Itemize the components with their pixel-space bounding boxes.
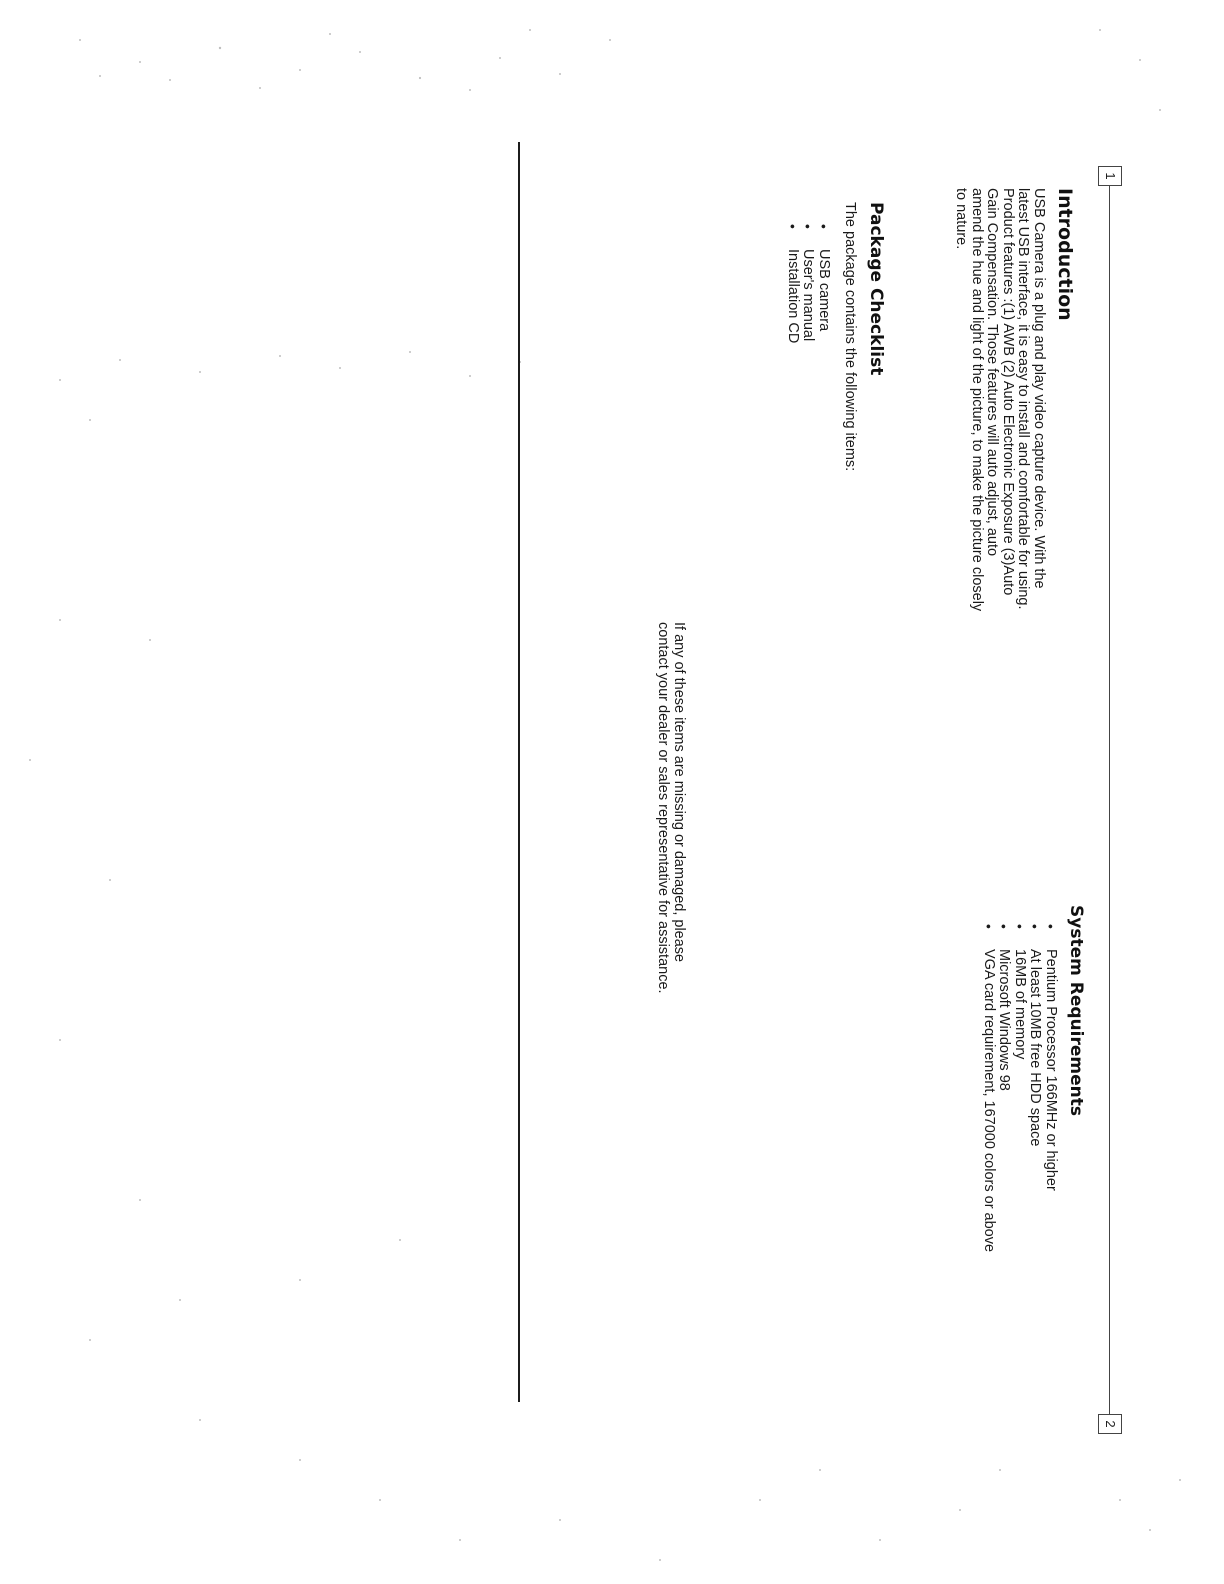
list-item: • VGA card requirement, 167000 colors or above: [981, 920, 997, 1252]
introduction-line: Product features :(1) AWB (2) Auto Electronic Exposure (3)Auto: [1000, 188, 1016, 596]
package-checklist-intro: The package contains the following items:: [842, 202, 858, 472]
list-item: • User's manual: [800, 220, 816, 343]
page-number-right: 2: [1098, 1414, 1122, 1434]
package-items-list: [785, 220, 832, 343]
package-checklist-heading: Package Checklist: [866, 202, 886, 376]
note-line: contact your dealer or sales representative for assistance.: [655, 622, 671, 994]
list-item: • Pentium Processor 166MHz or higher: [1043, 920, 1059, 1252]
system-requirements-list: [981, 920, 1059, 1252]
list-item: • At least 10MB free HDD space: [1027, 920, 1043, 1252]
introduction-line: to nature.: [953, 188, 970, 250]
list-item: • USB camera: [816, 220, 832, 343]
list-item: • 16MB of memory: [1012, 920, 1028, 1252]
note-line: If any of these items are missing or damaged, please: [671, 622, 687, 963]
introduction-line: USB Camera is a plug and play video capture device. With the: [1031, 188, 1047, 589]
page-number-left: 1: [1098, 166, 1122, 186]
introduction-heading: Introduction: [1054, 188, 1076, 321]
introduction-line: latest USB interface, it is easy to install and comfortable for using.: [1015, 188, 1032, 610]
system-requirements-heading: System Requirements: [1066, 905, 1086, 1116]
package-missing-note: [655, 622, 687, 1002]
list-item: • Installation CD: [785, 220, 801, 343]
page-fold-line: [518, 142, 520, 1402]
header-rule: [1109, 182, 1110, 1417]
introduction-line: Gain Compensation. Those features will auto adjust, auto: [984, 188, 1001, 557]
list-item: • Microsoft Windows 98: [996, 920, 1012, 1252]
introduction-line: amend the hue and light of the picture, to make the picture closely: [969, 188, 985, 612]
introduction-paragraph: [953, 188, 1046, 733]
